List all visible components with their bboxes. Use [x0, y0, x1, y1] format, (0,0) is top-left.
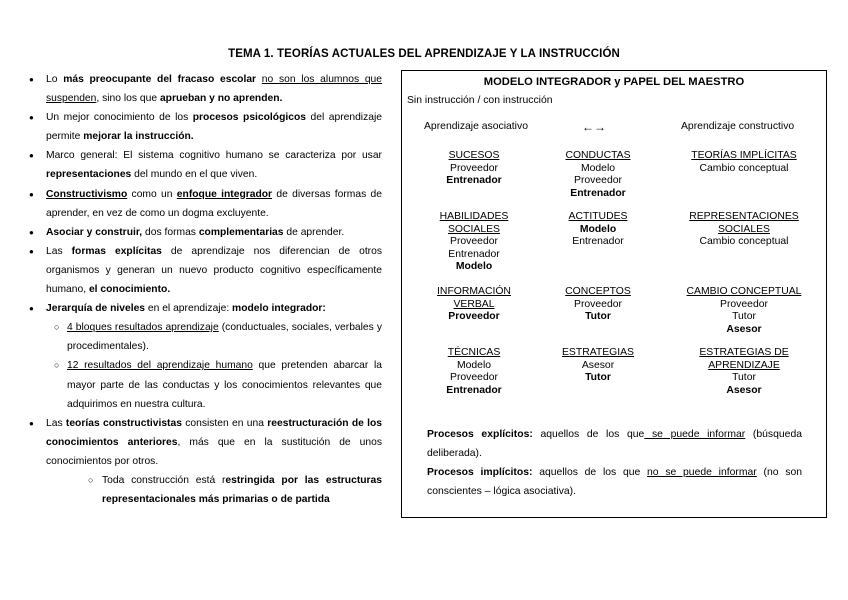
model-cell-tecnicas: TÉCNICAS Modelo Proveedor Entrenador: [446, 347, 502, 396]
integrative-model-box: [401, 70, 827, 518]
model-cell-conductas: CONDUCTAS Modelo Proveedor Entrenador: [565, 150, 631, 199]
list-item: ● Las teorías constructivistas consisten en una reestructuración de los conocimientos anteriores, más que en la sustitución de unos conocimientos por otros.: [28, 414, 382, 471]
list-item: ● Un mejor conocimiento de los procesos psicológicos del aprendizaje permite mejorar la instrucción.: [28, 108, 382, 146]
double-arrow-icon: ←→: [582, 120, 606, 134]
sub-list-item: ○ 12 resultados del aprendizaje humano que pretenden abarcar la mayor parte de las conductas y los conocimientos relevantes que adquirimos en nuestra cultura.: [54, 356, 382, 413]
list-item: ● Marco general: El sistema cognitivo humano se caracteriza por usar representaciones del mundo en el que viven.: [28, 146, 382, 184]
associative-header: Aprendizaje asociativo: [424, 121, 528, 132]
list-item: ● Lo más preocupante del fracaso escolar no son los alumnos que suspenden, sino los que aprueban y no aprenden.: [28, 70, 382, 108]
list-item: ● Las formas explícitas de aprendizaje nos diferencian de otros organismos y generan un nuevo producto cognitivo específicamente humano, el conocimiento.: [28, 242, 382, 299]
summary-list: [28, 70, 382, 509]
model-cell-actitudes: ACTITUDES Modelo Entrenador: [568, 211, 628, 248]
page-title: TEMA 1. TEORÍAS ACTUALES DEL APRENDIZAJE Y LA INSTRUCCIÓN: [228, 48, 620, 60]
model-cell-representaciones-sociales: REPRESENTACIONES SOCIALES Cambio conceptual: [689, 211, 799, 248]
model-cell-conceptos: CONCEPTOS Proveedor Tutor: [565, 286, 631, 323]
model-cell-estrategias-de-aprendizaje: ESTRATEGIAS DE APRENDIZAJE Tutor Asesor: [699, 347, 789, 396]
model-title: MODELO INTEGRADOR y PAPEL DEL MAESTRO: [483, 76, 745, 88]
sub-list-item: ○ Toda construcción está restringida por las estructuras representacionales más primarias o de partida: [90, 471, 382, 509]
model-cell-informacion-verbal: INFORMACIÓN VERBAL Proveedor: [437, 286, 511, 323]
list-item: ● Constructivismo como un enfoque integrador de diversas formas de aprender, en vez de como un dogma excluyente.: [28, 185, 382, 223]
sub-list-item: ○ 4 bloques resultados aprendizaje (conductuales, sociales, verbales y procedimentales).: [54, 318, 382, 356]
model-cell-sucesos: SUCESOS Proveedor Entrenador: [446, 150, 502, 187]
model-cell-cambio-conceptual: CAMBIO CONCEPTUAL Proveedor Tutor Asesor: [686, 286, 802, 335]
model-cell-estrategias: ESTRATEGIAS Asesor Tutor: [562, 347, 634, 384]
implicit-processes: Procesos implícitos: aquellos de los que no se puede informar (no son conscientes – lógica asociativa).: [427, 467, 802, 497]
constructive-header: Aprendizaje constructivo: [681, 121, 795, 132]
model-cell-habilidades-sociales: HABILIDADES SOCIALES Proveedor Entrenador Modelo: [439, 211, 509, 273]
model-subtitle: Sin instrucción / con instrucción: [407, 95, 553, 106]
model-cell-teorias-implicitas: TEORÍAS IMPLÍCITAS Cambio conceptual: [691, 150, 797, 174]
list-item: ● Jerarquía de niveles en el aprendizaje: modelo integrador:: [28, 299, 382, 318]
explicit-processes: Procesos explícitos: aquellos de los que se puede informar (búsqueda deliberada).: [427, 429, 803, 459]
list-item: ● Asociar y construir, dos formas complementarias de aprender.: [28, 223, 382, 242]
